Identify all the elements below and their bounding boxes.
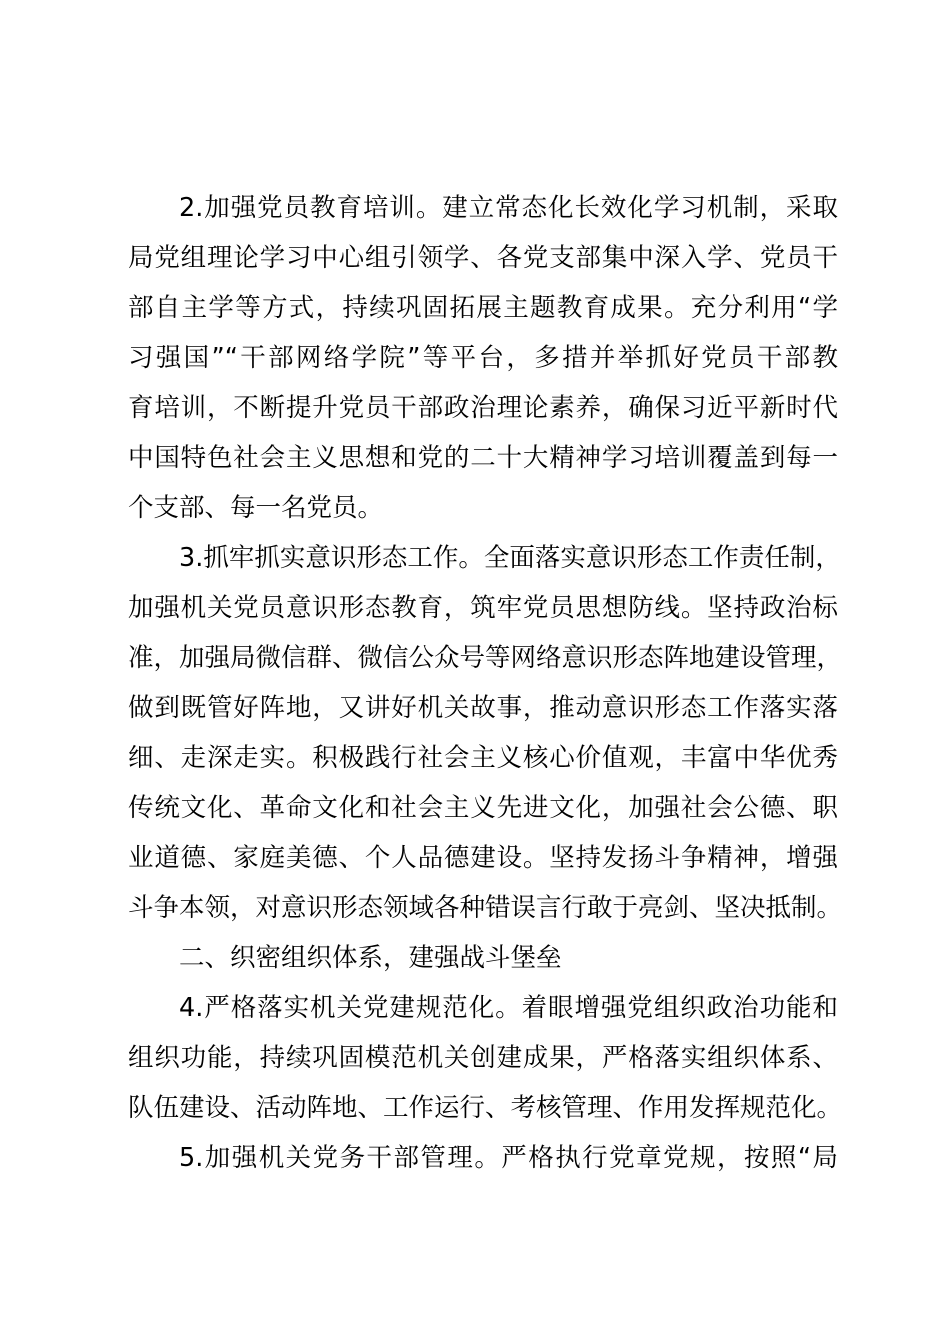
paragraph-2-line: 部自主学等方式，持续巩固拓展主题教育成果。充分利用“学 <box>128 293 838 323</box>
paragraph-3-line: 传统文化、革命文化和社会主义先进文化，加强社会公德、职 <box>128 793 838 823</box>
paragraph-3-heading-line: 3.抓牢抓实意识形态工作。全面落实意识形态工作责任制， <box>179 543 841 573</box>
paragraph-2-line: 习强国”“干部网络学院”等平台，多措并举抓好党员干部教 <box>128 343 838 373</box>
paragraph-2-last-line: 个支部、每一名党员。 <box>128 493 384 523</box>
paragraph-2-line: 局党组理论学习中心组引领学、各党支部集中深入学、党员干 <box>128 243 838 273</box>
paragraph-2-heading-line: 2.加强党员教育培训。建立常态化长效化学习机制，采取 <box>179 193 838 223</box>
paragraph-2-line: 中国特色社会主义思想和党的二十大精神学习培训覆盖到每一 <box>128 443 838 473</box>
paragraph-2-line: 育培训，不断提升党员干部政治理论素养，确保习近平新时代 <box>128 393 838 423</box>
section-heading: 二、织密组织体系，建强战斗堡垒 <box>179 943 562 973</box>
paragraph-5-heading-line: 5.加强机关党务干部管理。严格执行党章党规，按照“局 <box>179 1143 838 1173</box>
paragraph-3-line: 准，加强局微信群、微信公众号等网络意识形态阵地建设管理， <box>128 643 843 673</box>
paragraph-3-line: 业道德、家庭美德、个人品德建设。坚持发扬斗争精神，增强 <box>128 843 838 873</box>
paragraph-4-last-line: 队伍建设、活动阵地、工作运行、考核管理、作用发挥规范化。 <box>128 1093 843 1123</box>
paragraph-3-last-line: 斗争本领，对意识形态领域各种错误言行敢于亮剑、坚决抵制。 <box>128 893 843 923</box>
paragraph-3-line: 做到既管好阵地，又讲好机关故事，推动意识形态工作落实落 <box>128 693 838 723</box>
paragraph-3-line: 加强机关党员意识形态教育，筑牢党员思想防线。坚持政治标 <box>128 593 838 623</box>
paragraph-3-line: 细、走深走实。积极践行社会主义核心价值观，丰富中华优秀 <box>128 743 838 773</box>
paragraph-4-line: 组织功能，持续巩固模范机关创建成果，严格落实组织体系、 <box>128 1043 838 1073</box>
paragraph-4-heading-line: 4.严格落实机关党建规范化。着眼增强党组织政治功能和 <box>179 993 838 1023</box>
